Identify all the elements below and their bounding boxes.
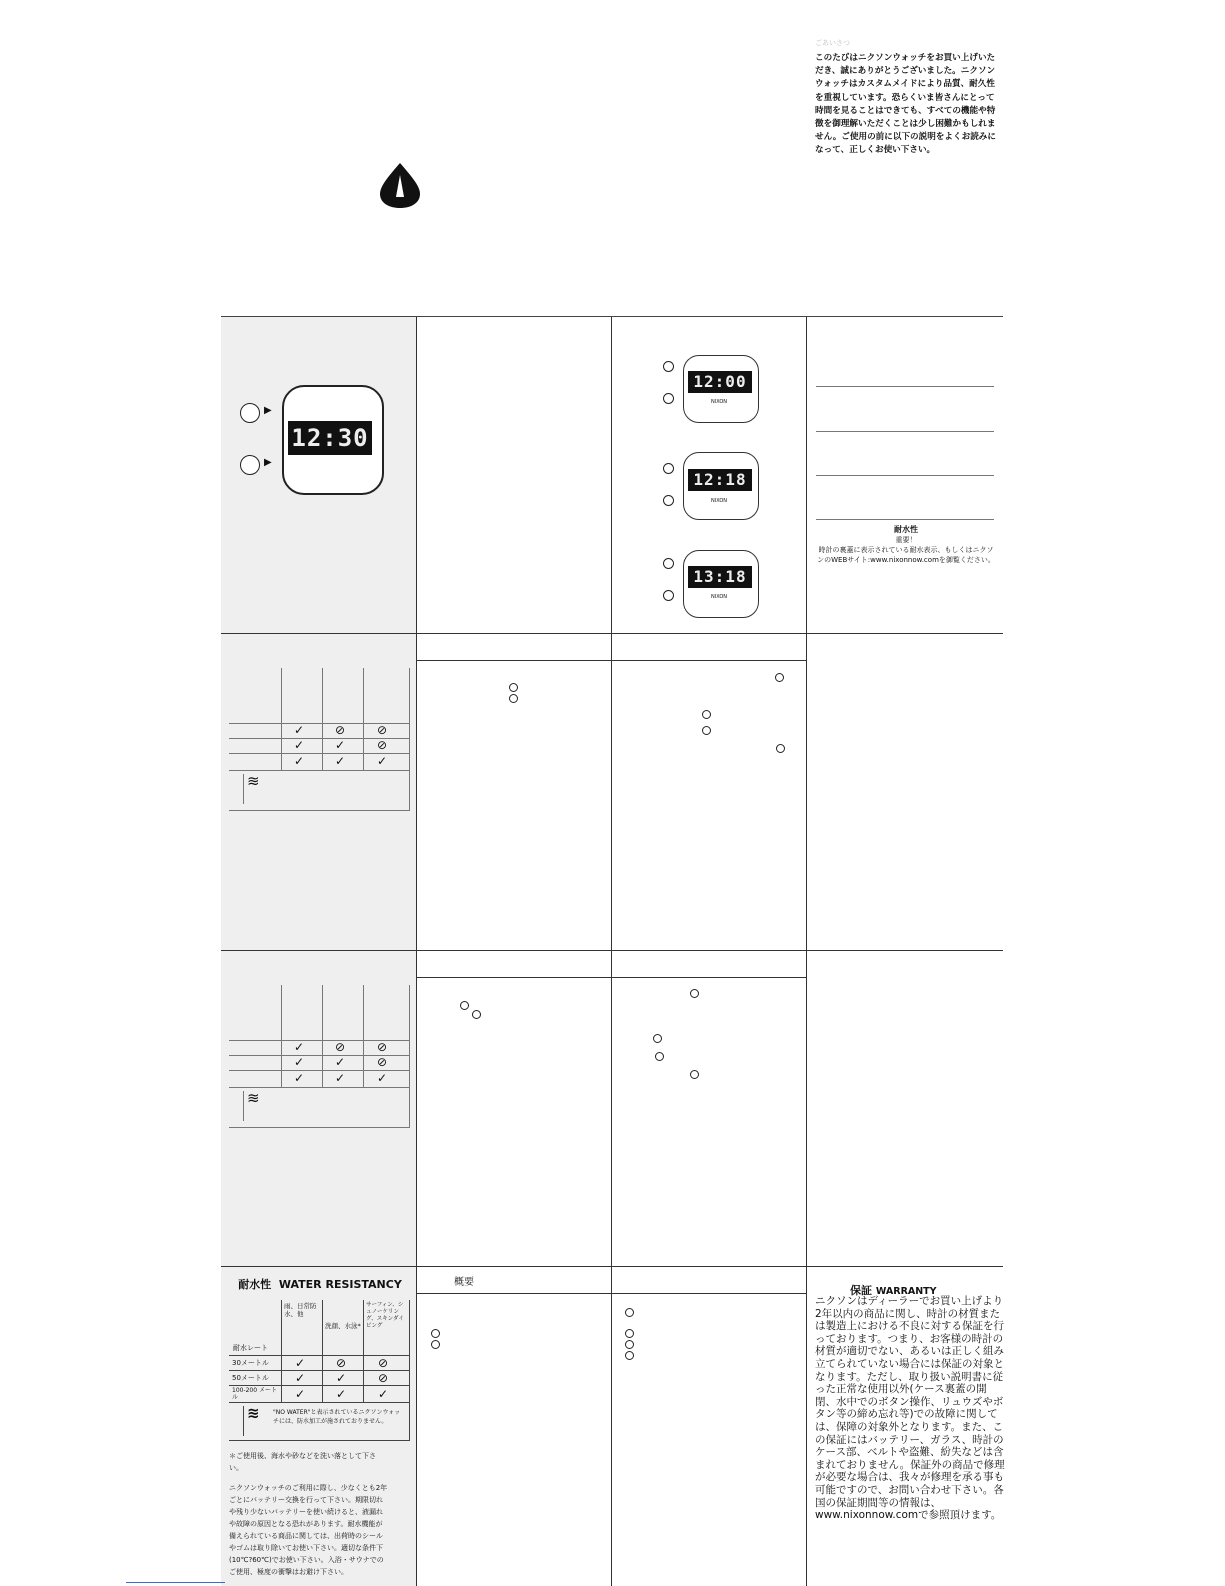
water-mark: ✓ <box>336 1387 347 1401</box>
water-mark: ⊘ <box>378 1356 389 1370</box>
sub-divider <box>416 660 806 661</box>
button-marker <box>625 1308 634 1317</box>
water-mark: ✓ <box>336 1371 347 1385</box>
water-note-title: 耐水性 <box>894 525 918 534</box>
watch-small <box>663 355 763 427</box>
intro-text: このたびはニクソンウォッチをお買い上げいただき、誠にありがとうございました。ニクソンウォッチはカスタムメイドにより品質、耐久性を重視しています。恐らくいま皆さんにとって時間を見ることはできても、すべての機能や特徴を御理解いただくことは少し困難かもしれません。ご使用の前に以下の説明をよくお読みになって、正しくお使い下さい。 <box>815 53 996 156</box>
water-title-en: WATER RESISTANCY <box>278 1278 402 1291</box>
watch-small <box>663 550 763 622</box>
button-marker <box>509 694 518 703</box>
water-footnote: ＊ご使用後、海水や砂などを洗い落として下さい。 <box>229 1452 376 1472</box>
rule-line <box>816 475 994 476</box>
button-marker <box>625 1351 634 1360</box>
arrow-icon: ▶ <box>264 405 272 416</box>
intro-header: ごあいさつ <box>815 39 850 47</box>
water-title-jp: 耐水性 <box>238 1278 272 1291</box>
button-marker <box>655 1052 664 1061</box>
button-marker <box>509 683 518 692</box>
water-col-header: 洗顔、水泳* <box>325 1322 361 1330</box>
button-marker <box>776 744 785 753</box>
overview-title: 概要 <box>454 1277 474 1288</box>
watch-illustration <box>240 385 390 495</box>
button-marker <box>431 1340 440 1349</box>
button-marker <box>663 590 674 601</box>
water-col-header: 雨、日常防水、他 <box>284 1302 317 1318</box>
column-2 <box>416 317 612 1586</box>
battery-note: ニクソンウォッチのご利用に際し、少なくとも2年ごとにバッテリー交換を行って下さい。期限切れや残り少ないバッテリーを使い続けると、液漏れや故障の原因となる恐れがあります。耐水機能が備えられている商品に関しては、出荷時のシールやゴムは取り除いてお使い下さい。適切な条件下(10℃?60℃)でお使い下さい。入浴・サウナでのご使用、極度の衝撃はお避け下さい。 <box>229 1484 388 1576</box>
watch-display: 12:00 <box>688 371 752 393</box>
rule-line <box>816 519 994 520</box>
row-divider <box>221 1266 1003 1267</box>
button-marker <box>653 1034 662 1043</box>
warranty-title-en: WARRANTY <box>875 1286 937 1297</box>
nixon-logo <box>376 161 424 213</box>
button-marker <box>472 1010 481 1019</box>
button-marker <box>702 710 711 719</box>
page-bottom-rule <box>126 1582 225 1583</box>
button-marker <box>240 403 260 423</box>
water-resistancy-section <box>229 1276 411 1576</box>
watch-brand: NIXON <box>711 594 727 600</box>
arrow-icon: ▶ <box>264 457 272 468</box>
water-mark: ✓ <box>378 1387 389 1401</box>
no-water-icon: ≋ <box>247 1089 260 1107</box>
water-mark: ✓ <box>295 1387 306 1401</box>
row-divider <box>221 633 1003 634</box>
no-water-icon: ≋ <box>247 1404 260 1422</box>
water-row-label: 50メートル <box>232 1374 269 1382</box>
button-marker <box>690 989 699 998</box>
water-col-rate: 耐水レート <box>233 1344 268 1352</box>
rule-line <box>816 431 994 432</box>
button-marker <box>663 558 674 569</box>
warranty-text: ニクソンはディーラーでお買い上げより2年以内の商品に関し、時計の材質または製造上における不良に対する保証を行っております。つまり、お客様の時計の材質が適切でない、あるいは正しく組み立てられていない場合には保証の対象となります。ただし、取り扱い説明書に従った正常な使用以外(ケース裏蓋の開閉、水中でのボタン操作、リュウズやボタン等の締め忘れ等)での故障に関しては、保障の対象外となります。また、この保証にはバッテリー、ガラス、時計のケース部、ベルトや盗難、紛失などは含まれておりません。保証外の商品で修理が必要な場合は、我々が修理を承る事も可能ですので、お問い合わせ下さい。各国の保証期間等の情報は、www.nixonnow.comで参照頂けます。 <box>815 1295 1005 1522</box>
water-mark: ✓ <box>295 1371 306 1385</box>
button-marker <box>460 1001 469 1010</box>
button-marker <box>702 726 711 735</box>
watch-small <box>663 452 763 524</box>
water-note-important: 重要！ <box>895 536 917 544</box>
button-marker <box>663 393 674 404</box>
watch-display: 12:18 <box>688 469 752 491</box>
button-marker <box>625 1340 634 1349</box>
water-row-label: 30メートル <box>232 1359 269 1367</box>
water-row-label: 100-200 メートル <box>232 1387 277 1401</box>
warranty-title-jp: 保証 <box>850 1284 872 1297</box>
watch-display: 12:30 <box>288 421 372 455</box>
button-marker <box>663 463 674 474</box>
button-marker <box>240 455 260 475</box>
faint-table: ✓ ⊘ ⊘ ✓ ✓ ⊘ ✓ ✓ ✓ ≋ <box>229 668 410 811</box>
button-marker <box>431 1329 440 1338</box>
water-mark: ⊘ <box>336 1356 347 1370</box>
button-marker <box>663 495 674 506</box>
water-mark: ✓ <box>295 1356 306 1370</box>
water-note-text: 時計の裏蓋に表示されている耐水表示、もしくはニクソンのWEBサイト:www.nixonnow.comを御覧ください。 <box>817 546 995 564</box>
water-mark: ⊘ <box>378 1371 389 1385</box>
button-marker <box>663 361 674 372</box>
button-marker <box>690 1070 699 1079</box>
watch-brand: NIXON <box>711 498 727 504</box>
no-water-icon: ≋ <box>247 772 260 790</box>
button-marker <box>775 673 784 682</box>
watch-display: 13:18 <box>688 566 752 588</box>
rule-line <box>816 386 994 387</box>
watch-brand: NIXON <box>711 399 727 405</box>
faint-table: ✓ ⊘ ⊘ ✓ ✓ ⊘ ✓ ✓ ✓ ≋ <box>229 985 410 1128</box>
water-table <box>229 1300 410 1441</box>
row-divider <box>221 950 1003 951</box>
water-note <box>816 525 996 565</box>
sub-divider <box>416 977 806 978</box>
no-water-text: "NO WATER"と表示されているニクソンウォッチには、防水加工が施されておりません。 <box>273 1409 401 1425</box>
water-col-header: サーフィン、シュノーケリング、スキンダイビング <box>366 1302 404 1329</box>
sub-divider <box>416 1293 806 1294</box>
button-marker <box>625 1329 634 1338</box>
